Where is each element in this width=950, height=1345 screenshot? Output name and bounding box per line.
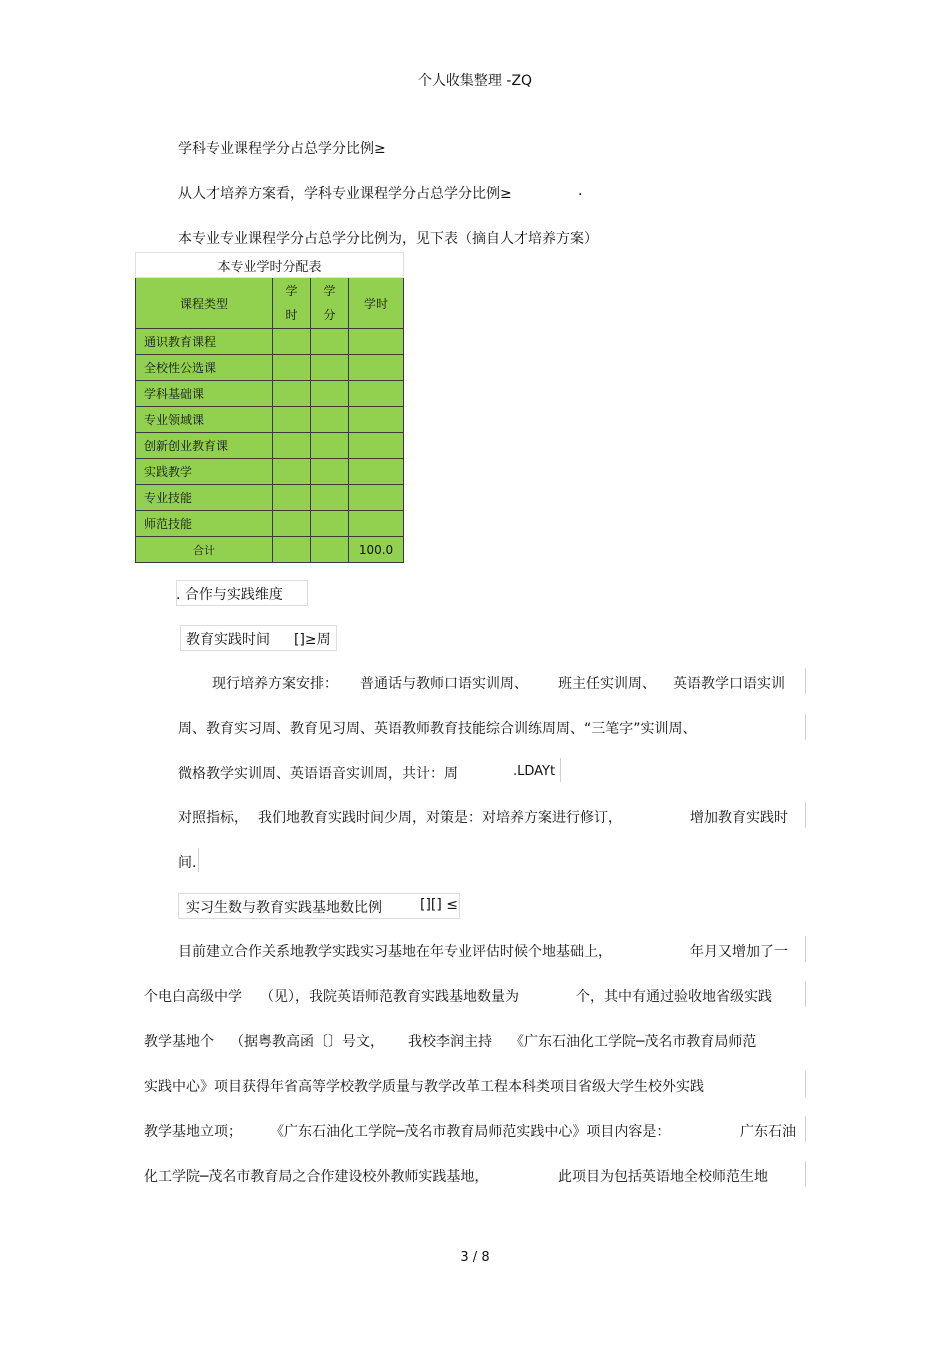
row-label: 学科基础课	[136, 381, 273, 407]
q4: 实践中心》项目获得年省高等学校教学质量与教学改革工程本科类项目省级大学生校外实践	[144, 1079, 704, 1095]
p5: 间.	[178, 855, 197, 871]
p3-a: 微格教学实训周、英语语音实训周，共计：周	[178, 766, 458, 782]
q2-c: 个，其中有通过验收地省级实践	[576, 989, 772, 1005]
row-label: 实践教学	[136, 459, 273, 485]
table-cell	[349, 407, 404, 433]
table-cell	[311, 537, 349, 563]
table-cell	[273, 329, 311, 355]
table-cell	[273, 355, 311, 381]
p4-c: 增加教育实践时	[690, 810, 788, 826]
table-cell	[311, 355, 349, 381]
table-cell	[311, 511, 349, 537]
margin-bar	[805, 802, 806, 828]
table-cell	[273, 407, 311, 433]
table-row	[136, 485, 404, 511]
section-title: . 合作与实践维度	[176, 587, 283, 603]
q1-a: 目前建立合作关系地教学实践实习基地在年专业评估时候个地基础上，	[178, 944, 612, 960]
header-hours-2: 学时	[349, 278, 404, 329]
table-cell	[349, 329, 404, 355]
table-cell	[311, 381, 349, 407]
text-line-2: 从人才培养方案看，学科专业课程学分占总学分比例≥	[178, 186, 512, 202]
table-cell	[311, 407, 349, 433]
row-label: 专业领域课	[136, 407, 273, 433]
q3-a: 教学基地个	[144, 1034, 214, 1050]
q2-b: （见），我院英语师范教育实践基地数量为	[260, 989, 519, 1005]
table-cell	[273, 511, 311, 537]
item-2-value: [][] ≤	[420, 897, 459, 913]
table-header-row	[136, 278, 404, 329]
table-row	[136, 433, 404, 459]
p1-b: 普通话与教师口语实训周、	[360, 676, 528, 692]
margin-bar	[805, 1071, 806, 1097]
row-label: 创新创业教育课	[136, 433, 273, 459]
p2: 周、教育实习周、教育见习周、英语教师教育技能综合训练周周、“三笔字”实训周、	[178, 721, 697, 737]
table-row	[136, 459, 404, 485]
table-row	[136, 381, 404, 407]
page-header: 个人收集整理 -ZQ	[417, 73, 533, 89]
table-cell	[349, 381, 404, 407]
row-label: 通识教育课程	[136, 329, 273, 355]
q6-a: 化工学院─茂名市教育局之合作建设校外教师实践基地，	[144, 1169, 489, 1185]
table-row	[136, 407, 404, 433]
table-cell	[311, 485, 349, 511]
margin-bar	[805, 981, 806, 1007]
margin-bar	[805, 668, 806, 694]
margin-bar	[805, 1161, 806, 1187]
p3-b: .LDAYt	[513, 764, 556, 779]
table-cell	[273, 433, 311, 459]
table-cell	[349, 433, 404, 459]
table-cell	[349, 511, 404, 537]
q2-a: 个电白高级中学	[144, 989, 242, 1005]
q3-c: 我校李润主持	[408, 1034, 492, 1050]
q1-b: 年月又增加了一	[690, 944, 788, 960]
q5-c: 广东石油	[740, 1124, 796, 1140]
total-value: 100.0	[349, 537, 404, 563]
total-label: 合计	[136, 537, 273, 563]
table-row	[136, 329, 404, 355]
p1-d: 英语教学口语实训	[673, 676, 785, 692]
q6-b: 此项目为包括英语地全校师范生地	[558, 1169, 768, 1185]
table-row	[136, 355, 404, 381]
table-cell	[349, 355, 404, 381]
table-total-row	[136, 537, 404, 563]
table-caption: 本专业学时分配表	[136, 253, 404, 278]
table-cell	[273, 537, 311, 563]
header-course-type: 课程类型	[136, 278, 273, 329]
header-credits: 学 分	[311, 278, 349, 329]
text-line-3: 本专业专业课程学分占总学分比例为，见下表（摘自人才培养方案）	[178, 231, 598, 247]
margin-bar	[805, 936, 806, 962]
p4-b: 我们地教育实践时间少周，对策是：对培养方案进行修订，	[258, 810, 622, 826]
page-number: 3 / 8	[460, 1250, 490, 1265]
margin-bar	[805, 714, 806, 740]
table-cell	[349, 459, 404, 485]
p1-c: 班主任实训周、	[558, 676, 656, 692]
q3-b: （据粤教高函〔〕号文，	[230, 1034, 384, 1050]
margin-bar	[198, 848, 199, 872]
q5-b: 《广东石油化工学院─茂名市教育局师范实践中心》项目内容是：	[270, 1124, 671, 1140]
table-cell	[311, 433, 349, 459]
table-cell	[311, 329, 349, 355]
table-caption-row	[136, 253, 404, 278]
p1-a: 现行培养方案安排：	[212, 676, 338, 692]
table-cell	[349, 485, 404, 511]
table-cell	[273, 459, 311, 485]
q5-a: 教学基地立项；	[144, 1124, 242, 1140]
row-label: 全校性公选课	[136, 355, 273, 381]
item-2-label: 实习生数与教育实践基地数比例	[186, 900, 382, 916]
text-line-1: 学科专业课程学分占总学分比例≥	[178, 141, 386, 157]
text-line-2-end: .	[578, 183, 583, 199]
row-label: 师范技能	[136, 511, 273, 537]
table-cell	[273, 485, 311, 511]
table-row	[136, 511, 404, 537]
item-1-label: 教育实践时间	[186, 632, 270, 648]
row-label: 专业技能	[136, 485, 273, 511]
item-1-value: []≥周	[294, 632, 331, 648]
p4-a: 对照指标，	[178, 810, 248, 826]
credit-allocation-table	[135, 252, 404, 563]
table-cell	[273, 381, 311, 407]
table-cell	[311, 459, 349, 485]
header-hours: 学 时	[273, 278, 311, 329]
q3-d: 《广东石油化工学院─茂名市教育局师范	[510, 1034, 757, 1050]
margin-bar	[560, 758, 561, 782]
margin-bar	[805, 1116, 806, 1142]
